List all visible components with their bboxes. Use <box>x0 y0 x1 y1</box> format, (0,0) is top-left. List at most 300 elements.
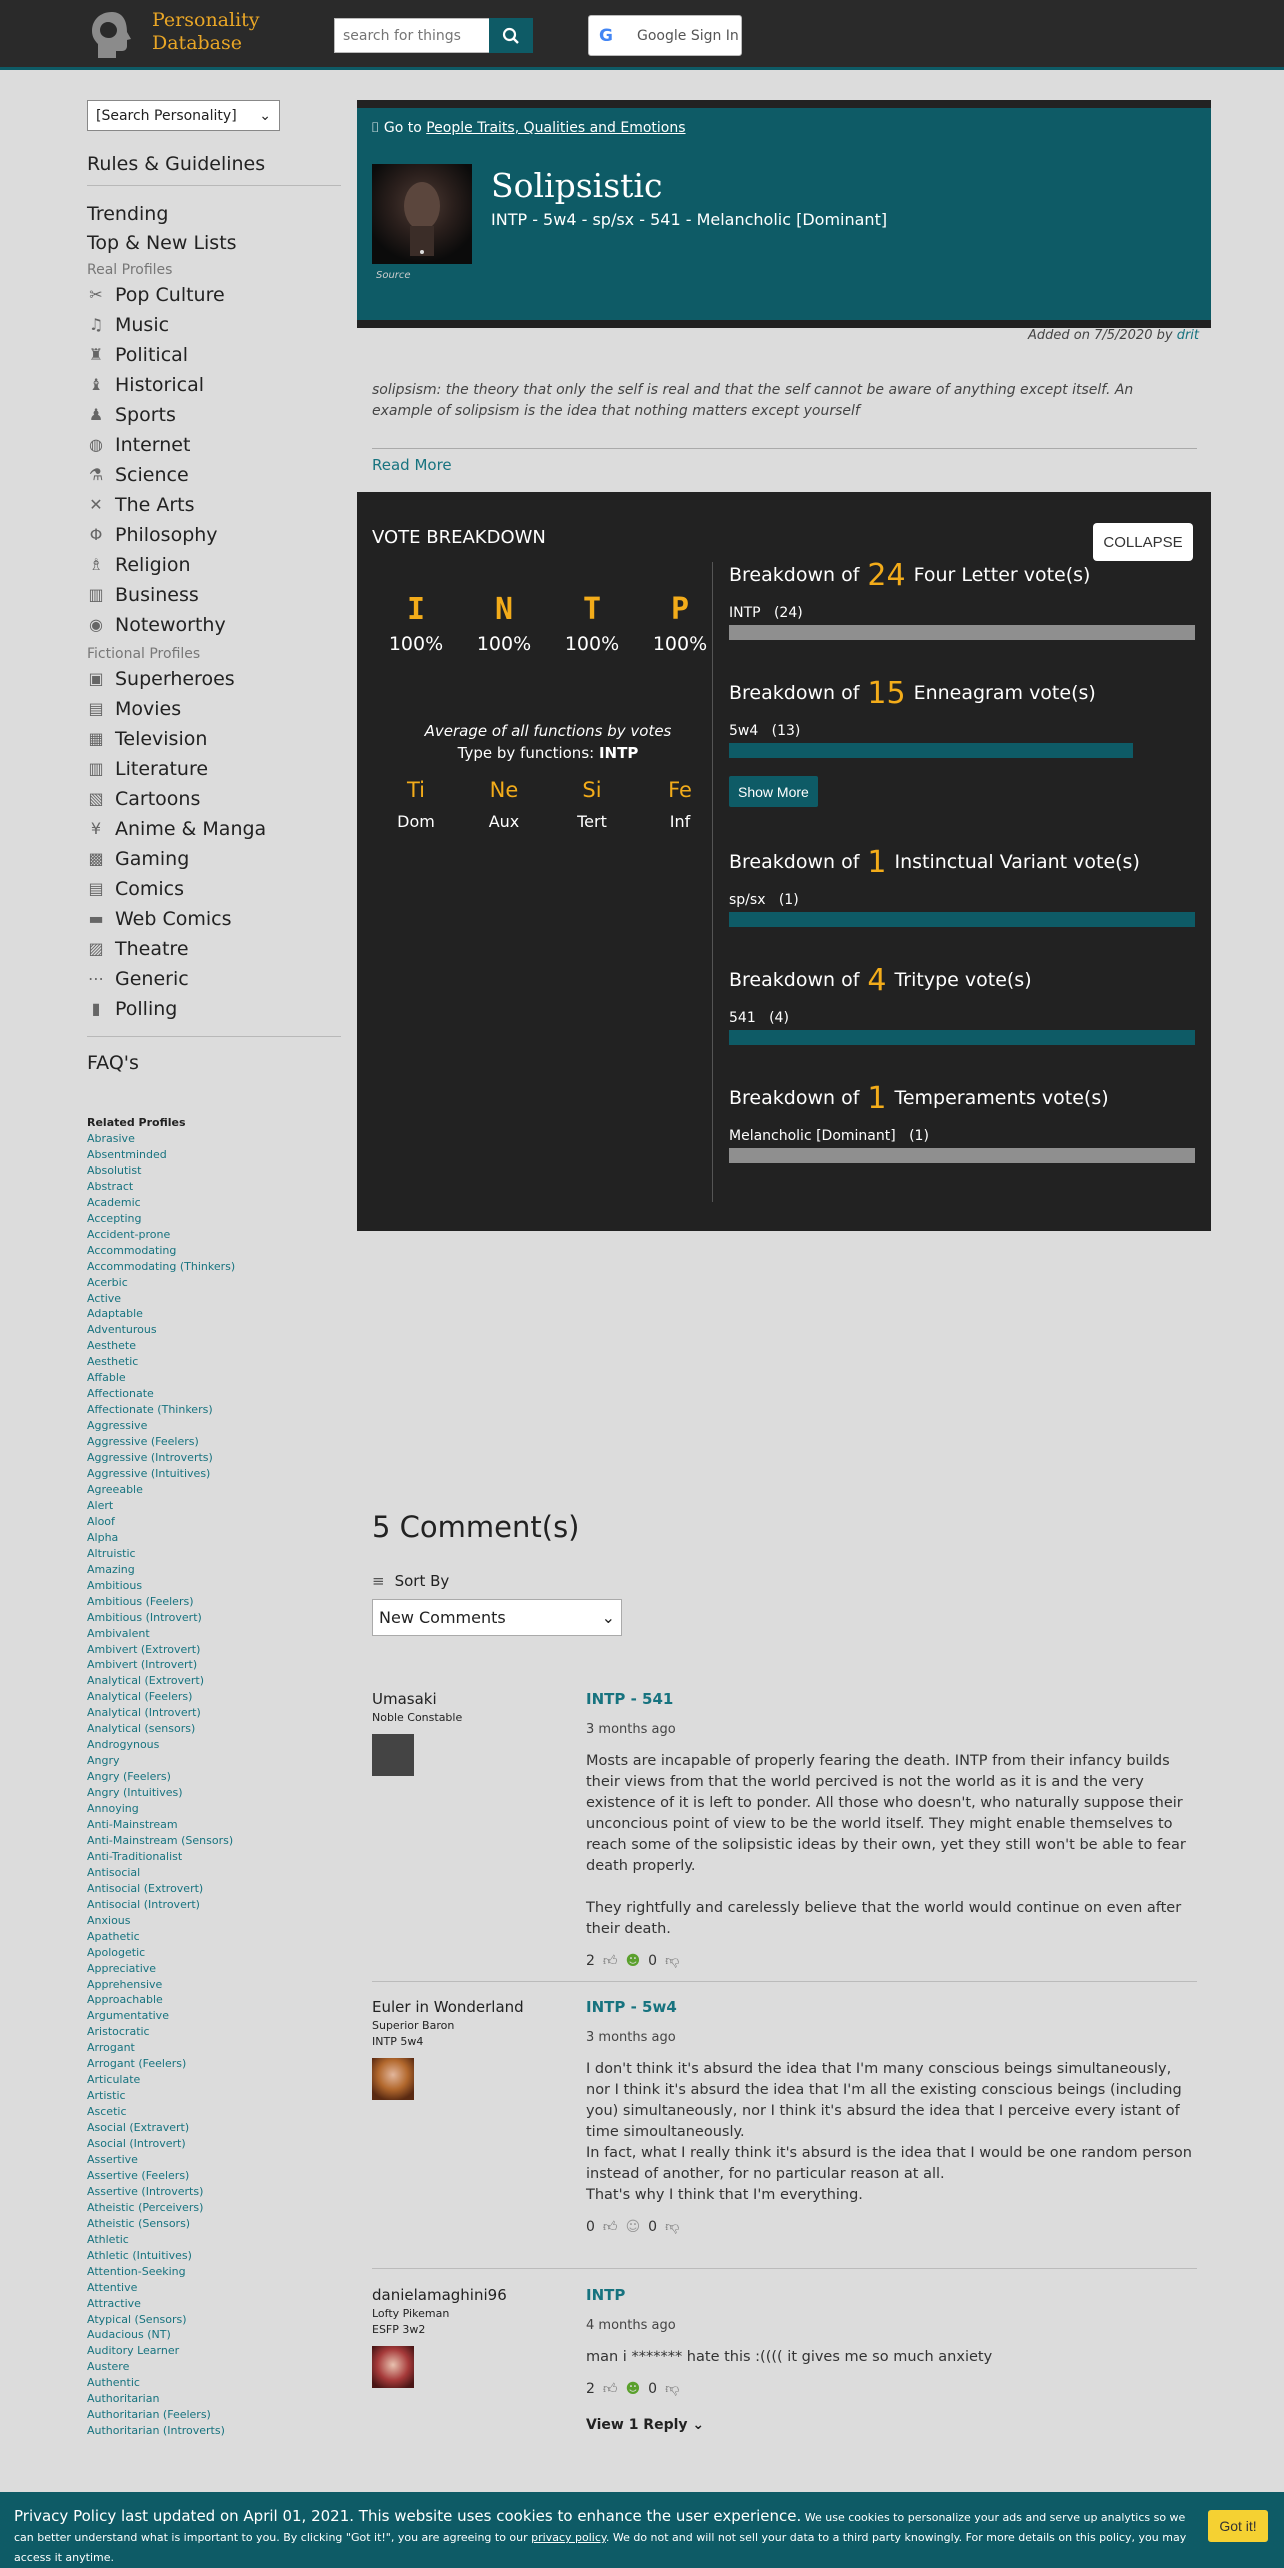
sidebar-item-label: Literature <box>115 758 209 780</box>
related-profile-link[interactable]: Angry <box>87 1754 120 1768</box>
breakdown-row <box>729 892 1195 908</box>
type-letter: P <box>670 592 690 627</box>
related-profile-link[interactable]: Analytical (sensors) <box>87 1722 196 1736</box>
statue-face-icon <box>372 164 472 264</box>
breakdown-row-label: sp/sx <box>729 892 766 908</box>
breakdown-row <box>729 1010 1195 1026</box>
show-more-button[interactable]: Show More <box>729 776 818 807</box>
category-icon: ♝ <box>88 375 104 394</box>
related-profile-link[interactable]: Austere <box>87 2360 130 2374</box>
comment-user <box>372 1690 572 1776</box>
brand-line-2: Database <box>152 32 243 54</box>
sidebar-item-label: Music <box>115 314 170 336</box>
comment-user <box>372 1998 572 2100</box>
sort-by <box>372 1572 449 1590</box>
category-icon: ▮ <box>91 999 101 1018</box>
profile-description: solipsism: the theory that only the self is real and that the self cannot be aware of anything except itself. An example of solipsism is the idea that nothing matters except yourself <box>372 382 1134 419</box>
related-profile-link[interactable]: Athletic <box>87 2232 129 2246</box>
breakdown-heading <box>729 557 1195 593</box>
sidebar-item-label: Internet <box>115 434 191 456</box>
avatar[interactable] <box>372 2346 414 2388</box>
related-profile-link[interactable]: Accommodating <box>87 1243 177 1257</box>
related-profile-link[interactable]: Apathetic <box>87 1929 140 1943</box>
sidebar-item-pop-culture[interactable] <box>87 280 341 310</box>
related-profile-link[interactable]: Accommodating (Thinkers) <box>87 1259 236 1273</box>
letter-percent: 100% <box>388 633 444 655</box>
divider <box>87 1036 341 1037</box>
google-sign-in-label: Google Sign In <box>637 27 739 44</box>
function-name: Si <box>582 778 602 802</box>
related-profile-link[interactable]: Abstract <box>87 1179 134 1193</box>
sidebar-item-historical[interactable] <box>87 370 341 400</box>
related-profile-link[interactable]: Anti-Traditionalist <box>87 1849 183 1863</box>
related-profile-link[interactable]: Angry (Intuitives) <box>87 1786 183 1800</box>
related-profile-link[interactable]: Absolutist <box>87 1163 142 1177</box>
category-link[interactable]: People Traits, Qualities and Emotions <box>426 120 686 136</box>
category-icon: ◍ <box>89 435 103 454</box>
function-name: Ne <box>489 778 519 802</box>
related-profile-link[interactable]: Artistic <box>87 2089 126 2103</box>
related-profile-link[interactable]: Altruistic <box>87 1546 136 1560</box>
comment-text: man i ******* hate this :(((( it gives me so much anxiety <box>586 2349 993 2365</box>
comment-text <box>586 1751 1198 1940</box>
related-profile-link[interactable]: Authentic <box>87 2376 140 2390</box>
related-profile-link[interactable]: Analytical (Extrovert) <box>87 1674 204 1688</box>
sidebar-item-label: Historical <box>115 374 204 396</box>
related-profile-link[interactable]: Alert <box>87 1498 114 1512</box>
comment-type: INTP - 541 <box>586 1690 674 1708</box>
breakdown-prefix: Breakdown of <box>729 1087 860 1109</box>
function-role: Tert <box>577 812 607 831</box>
fictional-profiles-list <box>87 664 341 1024</box>
related-profile-link[interactable]: Assertive <box>87 2153 138 2166</box>
search-button[interactable] <box>489 18 533 53</box>
fictional-profiles-heading: Fictional Profiles <box>87 646 201 662</box>
neutral-face-icon[interactable]: ☺ <box>625 2218 641 2235</box>
comment-user-type: INTP 5w4 <box>372 2035 424 2048</box>
letter-column <box>636 592 724 655</box>
type-by-functions-value: INTP <box>598 744 639 762</box>
sidebar-item-comics[interactable] <box>87 874 341 904</box>
breakdown-prefix: Breakdown of <box>729 969 860 991</box>
type-letter: I <box>406 592 426 627</box>
sidebar-item-superheroes[interactable] <box>87 664 341 694</box>
function-column <box>548 778 636 831</box>
sidebar-item-label: Comics <box>115 878 185 900</box>
comment-username[interactable]: Umasaki <box>372 1690 437 1708</box>
related-profile-link[interactable]: Anti-Mainstream <box>87 1817 178 1831</box>
breakdown-heading <box>729 675 1195 711</box>
related-profile-link[interactable]: Amazing <box>87 1562 135 1576</box>
sidebar-item-label: Political <box>115 344 189 366</box>
vote-breakdown-title: VOTE BREAKDOWN <box>372 527 546 548</box>
related-profile-link[interactable]: Asocial (Introvert) <box>87 2137 186 2151</box>
sidebar-item-label: Science <box>115 464 189 486</box>
category-icon: ♜ <box>88 345 104 364</box>
function-name: Ti <box>406 778 426 802</box>
related-profile-link[interactable]: Active <box>87 1291 122 1305</box>
breakdown-row-count: (1) <box>778 892 799 908</box>
top-new-lists-link[interactable]: Top & New Lists <box>87 232 237 254</box>
sidebar-item-business[interactable] <box>87 580 341 610</box>
smile-icon[interactable]: ☻ <box>625 1952 641 1969</box>
category-icon: ▬ <box>88 909 104 928</box>
sidebar-item-anime-manga[interactable] <box>87 814 341 844</box>
related-profile-link[interactable]: Annoying <box>87 1802 139 1816</box>
category-icon: ▧ <box>88 789 104 808</box>
related-profile-link[interactable]: Affectionate <box>87 1387 154 1401</box>
sort-select[interactable] <box>372 1599 622 1636</box>
sidebar-item-philosophy[interactable] <box>87 520 341 550</box>
breakdown-count: 1 <box>867 844 887 880</box>
related-profile-link[interactable]: Affectionate (Thinkers) <box>87 1403 213 1417</box>
related-profile-link[interactable]: Accident-prone <box>87 1227 171 1241</box>
related-profile-link[interactable]: Aggressive <box>87 1419 148 1433</box>
type-letter: N <box>494 592 514 627</box>
breakdown-row <box>729 723 1195 739</box>
search-input[interactable] <box>334 18 490 53</box>
comment-line: I don't think it's absurd the idea that I'm many conscious beings simultaneously, nor I think it's absurd the idea that I'm all the existing conscious beings (including you) simultaneously, nor I think it's absurd the idea that I perceive every istant of time simoultaneously. <box>586 2061 1182 2140</box>
divider <box>712 562 713 1202</box>
category-icon: ▨ <box>88 939 104 958</box>
category-icon: ◉ <box>89 615 103 634</box>
related-profile-link[interactable]: Ambitious (Feelers) <box>87 1594 194 1608</box>
sidebar-item-generic[interactable] <box>87 964 341 994</box>
comment-time: 3 months ago <box>586 2030 676 2045</box>
related-profile-link[interactable]: Aesthete <box>87 1339 136 1353</box>
category-icon: ▥ <box>88 759 104 778</box>
related-profile-link[interactable]: Analytical (Introvert) <box>87 1706 201 1720</box>
category-icon: ♫ <box>88 315 104 334</box>
trending-link[interactable]: Trending <box>87 203 169 225</box>
related-profile-link[interactable]: Authoritarian (Feelers) <box>87 2408 211 2422</box>
added-by-link[interactable]: drit <box>1176 328 1199 343</box>
thumbs-up-icon[interactable]: 👍︎ <box>602 2219 618 2235</box>
cognitive-functions <box>372 778 724 831</box>
divider <box>372 1981 1197 1982</box>
related-profile-link[interactable]: Academic <box>87 1195 141 1209</box>
related-profile-link[interactable]: Atheistic (Perceivers) <box>87 2200 204 2214</box>
breakdown-label: Tritype vote(s) <box>894 969 1032 991</box>
related-profile-link[interactable]: Anxious <box>87 1913 131 1927</box>
breakdown-label: Instinctual Variant vote(s) <box>894 851 1140 873</box>
sidebar <box>87 100 341 2439</box>
avatar[interactable] <box>372 1734 414 1776</box>
comment-username[interactable]: Euler in Wonderland <box>372 1998 524 2016</box>
google-sign-in-button[interactable] <box>588 15 742 56</box>
breakdown-row-label: 5w4 <box>729 723 759 739</box>
upvote-count: 2 <box>586 1952 595 1969</box>
category-icon: ▣ <box>88 669 104 688</box>
related-profile-link[interactable]: Arrogant <box>87 2041 135 2055</box>
breakdown-section <box>729 844 1195 927</box>
related-profile-link[interactable]: Auditory Learner <box>87 2344 180 2358</box>
related-profile-link[interactable]: Approachable <box>87 1993 163 2007</box>
sidebar-item-gaming[interactable] <box>87 844 341 874</box>
related-profile-link[interactable]: Apprehensive <box>87 1977 163 1991</box>
sidebar-item-label: Superheroes <box>115 668 235 690</box>
sidebar-item-movies[interactable] <box>87 694 341 724</box>
related-profile-link[interactable]: Analytical (Feelers) <box>87 1690 193 1704</box>
related-profile-link[interactable]: Angry (Feelers) <box>87 1770 171 1784</box>
sidebar-item-the-arts[interactable] <box>87 490 341 520</box>
related-profile-link[interactable]: Aesthetic <box>87 1355 139 1369</box>
type-by-functions-label: Type by functions: <box>457 744 595 762</box>
rules-link[interactable]: Rules & Guidelines <box>87 153 266 175</box>
breakdown-label: Four Letter vote(s) <box>913 564 1091 586</box>
related-profile-link[interactable]: Accepting <box>87 1211 142 1225</box>
category-icon: ▩ <box>88 849 104 868</box>
related-profile-link[interactable]: Aristocratic <box>87 2025 150 2039</box>
comment-type: INTP <box>586 2286 626 2304</box>
function-average <box>372 720 724 764</box>
related-profiles-heading: Related Profiles <box>87 1116 186 1129</box>
related-profile-link[interactable]: Alpha <box>87 1530 119 1544</box>
related-profile-link[interactable]: Attention-Seeking <box>87 2264 186 2278</box>
related-profile-link[interactable]: Appreciative <box>87 1961 157 1975</box>
sidebar-item-noteworthy[interactable] <box>87 610 341 640</box>
sidebar-item-religion[interactable] <box>87 550 341 580</box>
head-logo-icon[interactable] <box>86 8 138 62</box>
comment-text <box>586 2059 1198 2206</box>
sidebar-item-label: Movies <box>115 698 182 720</box>
related-profile-link[interactable]: Attentive <box>87 2280 138 2294</box>
breakdown-count: 24 <box>867 557 906 593</box>
related-profile-link[interactable]: Audacious (NT) <box>87 2328 171 2342</box>
letter-percentages <box>372 592 724 655</box>
collapse-button[interactable]: COLLAPSE <box>1093 523 1193 561</box>
type-letter: T <box>582 592 602 627</box>
brand-name[interactable] <box>152 9 260 55</box>
breakdown-row-label: 541 <box>729 1010 756 1026</box>
related-profile-link[interactable]: Antisocial (Extrovert) <box>87 1881 204 1895</box>
related-profile-link[interactable]: Absentminded <box>87 1147 167 1161</box>
breakdown-heading <box>729 962 1195 998</box>
related-profile-link[interactable]: Agreeable <box>87 1482 143 1496</box>
sidebar-item-political[interactable] <box>87 340 341 370</box>
sidebar-item-label: Pop Culture <box>115 284 225 306</box>
comment-time: 4 months ago <box>586 2318 676 2333</box>
comment-paragraph: They rightfully and carelessly believe that the world would continue on even after their death. <box>586 1900 1182 1937</box>
comment-body <box>586 1690 1198 1969</box>
sort-select-value: New Comments <box>379 1608 506 1627</box>
added-date: Added on 7/5/2020 by <box>1027 328 1173 343</box>
related-profile-link[interactable]: Argumentative <box>87 2009 169 2023</box>
sidebar-item-label: The Arts <box>115 494 195 516</box>
sidebar-item-label: Theatre <box>115 938 189 960</box>
goto-prefix: Go to <box>383 120 422 136</box>
letter-percent: 100% <box>564 633 620 655</box>
related-profile-link[interactable]: Acerbic <box>87 1275 128 1289</box>
breakdown-count: 15 <box>867 675 906 711</box>
avg-label: Average of all functions by votes <box>424 722 672 740</box>
category-icon: ▥ <box>88 585 104 604</box>
comment-time: 3 months ago <box>586 1722 676 1737</box>
sidebar-item-label: Television <box>115 728 208 750</box>
related-profile-link[interactable]: Ambivert (Introvert) <box>87 1658 198 1672</box>
type-by-functions <box>372 742 724 764</box>
sidebar-item-television[interactable] <box>87 724 341 754</box>
breakdown-count: 4 <box>867 962 887 998</box>
downvote-count: 0 <box>648 2380 658 2397</box>
vote-breakdown-panel <box>357 492 1211 1231</box>
related-profile-link[interactable]: Arrogant (Feelers) <box>87 2057 187 2071</box>
letter-column <box>372 592 460 655</box>
added-info <box>357 328 1199 343</box>
read-more-link[interactable]: Read More <box>372 456 452 474</box>
sidebar-item-label: Religion <box>115 554 191 576</box>
related-profile-link[interactable]: Anti-Mainstream (Sensors) <box>87 1833 234 1847</box>
related-profile-link[interactable]: Aggressive (Intuitives) <box>87 1467 211 1481</box>
brand-line-1: Personality <box>152 9 260 31</box>
vote-bar <box>729 743 1133 758</box>
sidebar-item-cartoons[interactable] <box>87 784 341 814</box>
letter-percent: 100% <box>476 633 532 655</box>
cookie-body-end: . We do not and will not sell your data to a third party knowingly. For more details on this policy, you may access it anytime. <box>14 2531 1187 2564</box>
related-profile-link[interactable]: Assertive (Introverts) <box>87 2184 204 2198</box>
function-column <box>460 778 548 831</box>
thumbs-up-icon[interactable]: 👍︎ <box>602 1953 618 1969</box>
function-column <box>372 778 460 831</box>
smile-icon[interactable]: ☻ <box>625 2380 641 2397</box>
breakdown-row-label: Melancholic [Dominant] <box>729 1128 896 1144</box>
sort-icon: ≡ <box>372 1572 385 1590</box>
function-role: Aux <box>488 812 520 831</box>
breakdown-prefix: Breakdown of <box>729 682 860 704</box>
breakdown-label: Enneagram vote(s) <box>913 682 1096 704</box>
goto-category <box>371 120 686 136</box>
sidebar-item-label: Web Comics <box>115 908 232 930</box>
related-profile-link[interactable]: Assertive (Feelers) <box>87 2168 190 2182</box>
related-profile-link[interactable]: Authoritarian (Introverts) <box>87 2424 225 2438</box>
view-replies-button[interactable] <box>586 2417 1198 2433</box>
related-profile-link[interactable]: Affable <box>87 1371 126 1385</box>
breakdown-section <box>729 557 1195 640</box>
breakdown-row-count: (13) <box>771 723 801 739</box>
breakdown-row-count: (1) <box>909 1128 929 1144</box>
sidebar-item-label: Polling <box>115 998 178 1020</box>
vote-bar <box>729 912 1195 927</box>
comment-username[interactable]: danielamaghini96 <box>372 2286 507 2304</box>
breakdown-heading <box>729 1080 1195 1116</box>
divider <box>87 185 341 186</box>
divider <box>372 2268 1197 2269</box>
sidebar-item-label: Cartoons <box>115 788 201 810</box>
related-profile-link[interactable]: Ascetic <box>87 2105 127 2119</box>
related-profile-link[interactable]: Asocial (Extravert) <box>87 2121 190 2135</box>
related-profile-link[interactable]: Ambivalent <box>87 1626 150 1640</box>
category-icon: ▦ <box>88 729 104 748</box>
comment-actions <box>586 2380 1198 2397</box>
sidebar-item-label: Anime & Manga <box>115 818 267 840</box>
cookie-banner <box>0 2492 1284 2568</box>
cookie-text <box>14 2506 1194 2568</box>
comment-user <box>372 2286 572 2388</box>
chevron-down-icon: ⌄ <box>601 1608 615 1627</box>
related-profile-link[interactable]: Androgynous <box>87 1738 160 1752</box>
vote-bar <box>729 625 1195 640</box>
search-personality-select[interactable] <box>87 100 280 131</box>
faq-link[interactable]: FAQ's <box>87 1052 139 1074</box>
sidebar-item-label: Noteworthy <box>115 614 226 636</box>
sidebar-item-polling[interactable] <box>87 994 341 1024</box>
breakdown-prefix: Breakdown of <box>729 851 860 873</box>
breakdown-row-count: (24) <box>773 605 803 621</box>
related-profile-link[interactable]: Aggressive (Feelers) <box>87 1435 199 1449</box>
top-bar <box>0 0 1284 70</box>
sidebar-item-web-comics[interactable] <box>87 904 341 934</box>
real-profiles-list <box>87 280 341 640</box>
comment-user-rank: Noble Constable <box>372 1711 463 1724</box>
related-profile-link[interactable]: Adaptable <box>87 1307 143 1321</box>
function-name: Fe <box>668 778 692 802</box>
related-profile-link[interactable]: Ambivert (Extrovert) <box>87 1642 201 1656</box>
divider <box>372 448 1197 449</box>
letter-column <box>460 592 548 655</box>
sidebar-item-theatre[interactable] <box>87 934 341 964</box>
related-profile-link[interactable]: Ambitious <box>87 1578 143 1592</box>
related-profile-link[interactable]: Ambitious (Introvert) <box>87 1610 202 1624</box>
search-icon <box>502 27 520 45</box>
related-profile-link[interactable]: Aloof <box>87 1514 115 1528</box>
related-profile-link[interactable]: Authoritarian <box>87 2392 160 2406</box>
letter-percent: 100% <box>652 633 708 655</box>
comment-paragraph: Mosts are incapable of properly fearing the death. INTP from their infancy builds their views from that the world percived is not the world as it is and the very existence of it is left to ponder. All those who doesn't, who naturally suppose their unconcious point of view to be the world itself. They might enable themselves to reach some of the solipsistic ideas by their own, yet they still won't be able to fear death properly. <box>586 1753 1186 1874</box>
function-role: Dom <box>397 812 435 831</box>
privacy-policy-link[interactable]: privacy policy <box>531 2531 606 2544</box>
category-icon: ✂ <box>89 285 103 304</box>
sidebar-item-sports[interactable] <box>87 400 341 430</box>
related-profile-link[interactable]: Aggressive (Introverts) <box>87 1451 213 1465</box>
related-profile-link[interactable]: Atypical (Sensors) <box>87 2312 187 2326</box>
avatar[interactable] <box>372 2058 414 2100</box>
profile-card <box>357 100 1211 328</box>
letter-column <box>548 592 636 655</box>
sidebar-item-label: Gaming <box>115 848 190 870</box>
sidebar-item-music[interactable] <box>87 310 341 340</box>
related-profile-link[interactable]: Antisocial (Introvert) <box>87 1897 200 1911</box>
sidebar-item-science[interactable] <box>87 460 341 490</box>
thumbs-up-icon[interactable]: 👍︎ <box>602 2381 618 2397</box>
comment-body <box>586 1998 1198 2235</box>
upvote-count: 2 <box>586 2380 595 2397</box>
comment-user-rank: Superior Baron <box>372 2019 455 2032</box>
related-profile-link[interactable]: Athletic (Intuitives) <box>87 2248 192 2262</box>
related-profile-link[interactable]: Articulate <box>87 2073 141 2087</box>
related-profile-link[interactable]: Adventurous <box>87 1323 157 1337</box>
google-g-icon: G <box>599 25 613 46</box>
sidebar-item-label: Business <box>115 584 199 606</box>
sidebar-item-internet[interactable] <box>87 430 341 460</box>
profile-types: INTP - 5w4 - sp/sx - 541 - Melancholic [Dominant] <box>491 210 888 229</box>
related-profile-link[interactable]: Attractive <box>87 2296 141 2310</box>
related-profile-link[interactable]: Apologetic <box>87 1945 146 1959</box>
thumbs-down-icon[interactable]: 👎︎ <box>665 1953 680 1969</box>
related-profile-link[interactable]: Abrasive <box>87 1132 135 1145</box>
thumbs-down-icon[interactable]: 👎︎ <box>665 2381 680 2397</box>
related-profiles-list <box>87 1131 341 2439</box>
category-icon: Φ <box>89 525 103 544</box>
related-profile-link[interactable]: Antisocial <box>87 1865 141 1879</box>
image-source[interactable]: Source <box>376 270 411 281</box>
related-profile-link[interactable]: Atheistic (Sensors) <box>87 2216 191 2230</box>
category-icon: ✕ <box>89 495 103 514</box>
profile-image[interactable] <box>372 164 472 264</box>
sidebar-item-literature[interactable] <box>87 754 341 784</box>
comment-user-type: ESFP 3w2 <box>372 2323 426 2336</box>
thumbs-down-icon[interactable]: 👎︎ <box>665 2219 680 2235</box>
got-it-button[interactable]: Got it! <box>1208 2510 1268 2542</box>
